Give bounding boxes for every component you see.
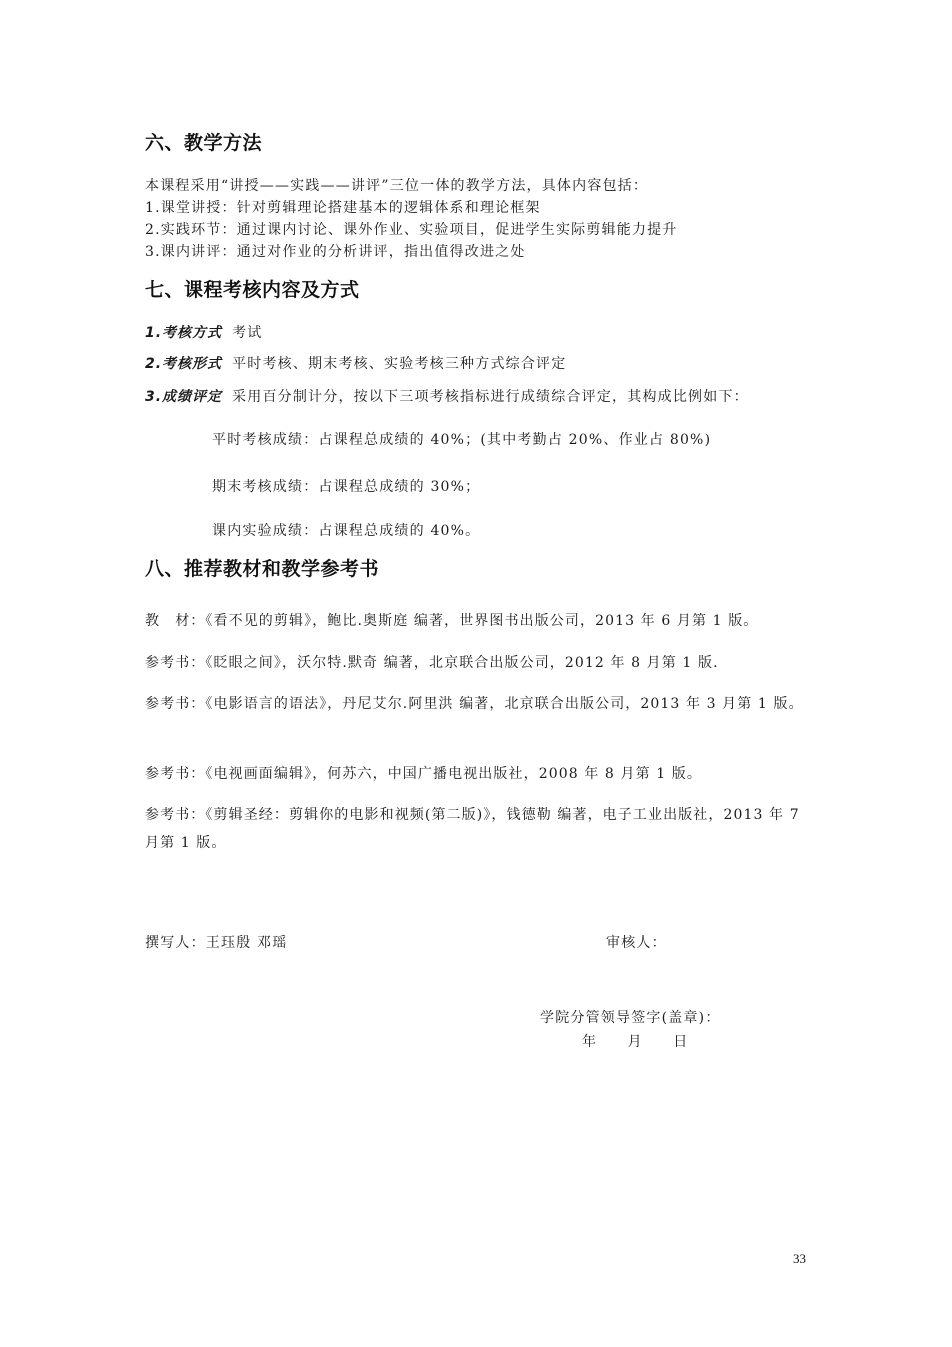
reference-book-1: 参考书：《眨眼之间》，沃尔特.默奇 编著，北京联合出版公司，2012 年 8 月第 1 版. xyxy=(145,655,719,671)
assessment-method-label: 1.考核方式 xyxy=(145,325,223,341)
signature-line: 学院分管领导签字(盖章)： xyxy=(540,1010,721,1026)
grading-label: 3.成绩评定 xyxy=(145,389,223,405)
grade-lab: 课内实验成绩：占课程总成绩的 40%。 xyxy=(212,523,481,539)
section-6-heading: 六、教学方法 xyxy=(145,132,263,154)
grading-row xyxy=(145,386,749,408)
section-7-heading: 七、课程考核内容及方式 xyxy=(145,279,360,301)
date-line: 年 月 日 xyxy=(582,1034,689,1050)
reference-textbook: 教 材：《看不见的剪辑》，鲍比.奥斯庭 编著，世界图书出版公司，2013 年 6 月第 1 版。 xyxy=(145,613,759,629)
section-6-item-3: 3.课内讲评：通过对作业的分析讲评，指出值得改进之处 xyxy=(145,244,526,260)
page-number: 33 xyxy=(793,1251,806,1266)
reference-book-4: 参考书：《剪辑圣经：剪辑你的电影和视频(第二版)》，钱德勒 编著，电子工业出版社，2013 年 7 月第 1 版。 xyxy=(145,807,800,851)
reference-book-2: 参考书：《电影语言的语法》，丹尼艾尔.阿里洪 编著，北京联合出版公司，2013 年 3 月第 1 版。 xyxy=(145,696,804,712)
assessment-form-row xyxy=(145,353,566,375)
section-6-item-1: 1.课堂讲授：针对剪辑理论搭建基本的逻辑体系和理论框架 xyxy=(145,200,541,216)
grading-value: 采用百分制计分，按以下三项考核指标进行成绩综合评定，其构成比例如下： xyxy=(232,389,749,405)
author-line: 撰写人：王珏殷 邓瑶 xyxy=(145,935,288,951)
assessment-form-label: 2.考核形式 xyxy=(145,356,223,372)
assessment-form-value: 平时考核、期末考核、实验考核三种方式综合评定 xyxy=(232,356,567,372)
section-6-item-2: 2.实践环节：通过课内讨论、课外作业、实验项目，促进学生实际剪辑能力提升 xyxy=(145,222,678,238)
reviewer-line: 审核人： xyxy=(606,935,667,951)
grade-final: 期末考核成绩：占课程总成绩的 30%； xyxy=(212,479,481,495)
assessment-method-value: 考试 xyxy=(232,325,263,341)
section-6-intro: 本课程采用“讲授——实践——讲评”三位一体的教学方法，具体内容包括： xyxy=(145,178,649,194)
reference-book-3: 参考书：《电视画面编辑》，何苏六，中国广播电视出版社，2008 年 8 月第 1 版。 xyxy=(145,766,702,782)
assessment-method-row xyxy=(145,322,262,344)
section-8-heading: 八、推荐教材和教学参考书 xyxy=(145,558,380,580)
grade-regular: 平时考核成绩：占课程总成绩的 40%；(其中考勤占 20%、作业占 80%) xyxy=(212,432,712,448)
